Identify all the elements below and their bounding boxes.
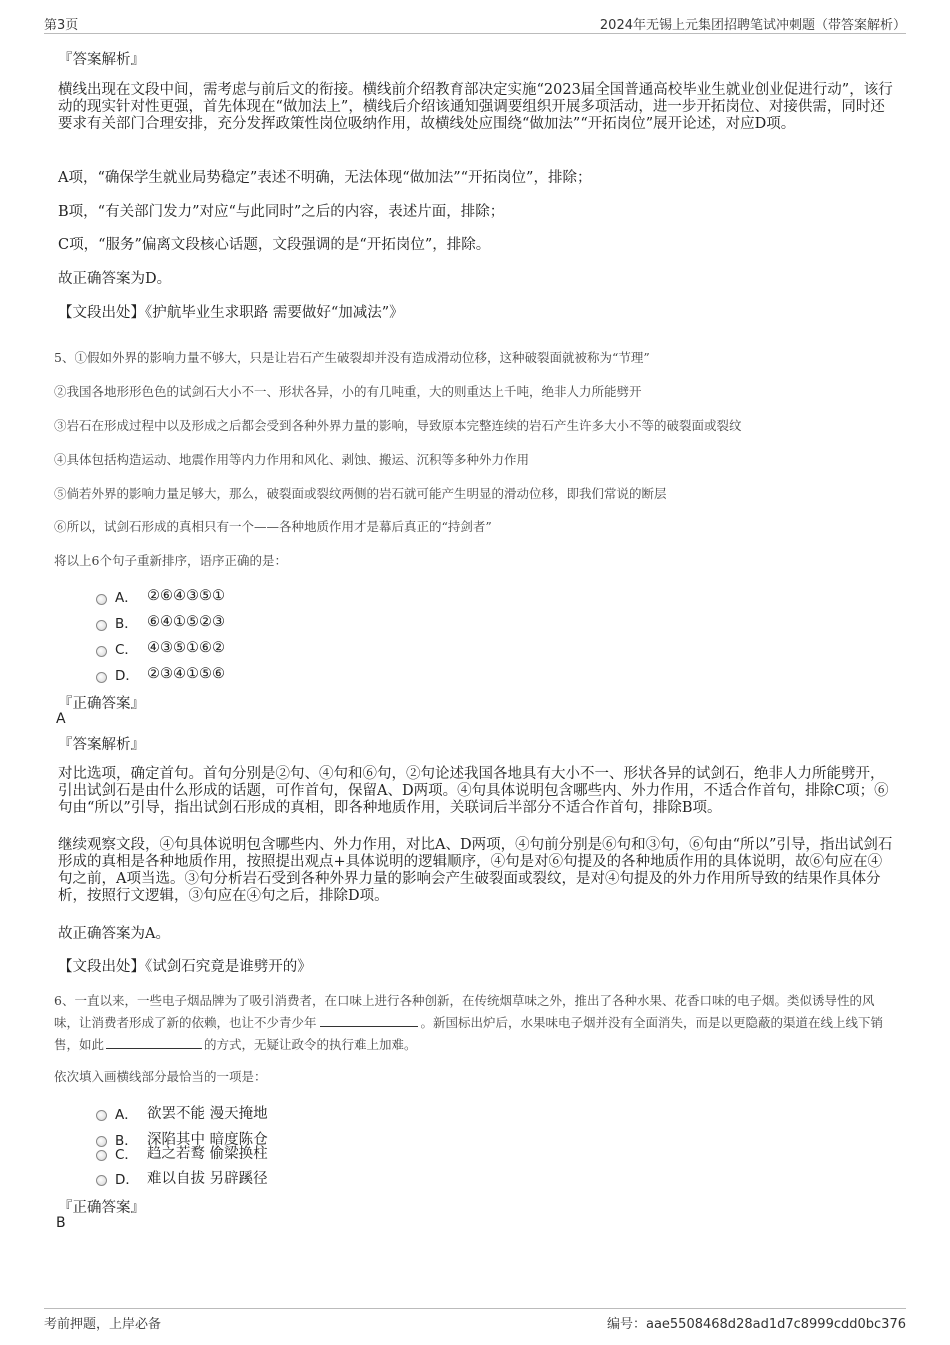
question-6-prompt: 依次填入画横线部分最恰当的一项是： [54, 1069, 267, 1084]
option-text: ⑥④①⑤②③ [147, 614, 225, 630]
stem-text-2: 。新国标出炉后，水果味电子烟并没有全面消失，而是以更隐蔽的渠道在线上线下销售，如此 [54, 1015, 884, 1052]
question-5-option-d[interactable] [96, 664, 225, 684]
question-5-sentence-3: ③岩石在形成过程中以及形成之后都会受到各种外界力量的影响，导致原本完整连续的岩石产生许多大小不等的破裂面或裂纹 [54, 418, 742, 433]
analysis-option-c: C项，“服务”偏离文段核心话题，文段强调的是“开拓岗位”，排除。 [58, 237, 491, 253]
question-5-option-c[interactable] [96, 638, 225, 658]
analysis-paragraph-1: 对比选项，确定首句。首句分别是②句、④句和⑥句，②句论述我国各地具有大小不一、形状各异的试剑石，绝非人力所能劈开，引出试剑石是由什么形成的话题，可作首句，保留A、D两项。④句具体说明包含哪些内、外力作用，不适合作首句，排除C项；⑥句由“所以”引导，指出试剑石形成的真相，即各种地质作用，关联词后半部分不适合作首句，排除B项。 [58, 766, 889, 816]
option-text: ④③⑤①⑥② [147, 640, 225, 656]
source-citation: 【文段出处】《试剑石究竟是谁劈开的》 [58, 959, 312, 975]
option-letter: B． [115, 1132, 138, 1149]
footer-slogan: 考前押题，上岸必备 [44, 1317, 162, 1332]
page-number: 第3页 [44, 18, 79, 33]
correct-answer: B [56, 1215, 66, 1231]
header-divider [44, 33, 906, 34]
option-letter: C． [115, 642, 138, 658]
option-letter: D． [115, 668, 139, 684]
question-6-option-d[interactable] [96, 1167, 268, 1188]
question-6-stem [54, 990, 894, 1056]
source-citation: 【文段出处】《护航毕业生求职路 需要做好“加减法”》 [58, 305, 404, 321]
answer-analysis-label: 『答案解析』 [58, 52, 145, 68]
conclusion: 故正确答案为A。 [58, 926, 170, 942]
option-letter: A． [115, 1106, 138, 1123]
option-letter: B． [115, 616, 138, 632]
radio-icon[interactable] [96, 646, 107, 657]
radio-icon[interactable] [96, 1150, 107, 1161]
question-6-option-c[interactable] [96, 1142, 268, 1163]
analysis-option-b: B项，“有关部门发力”对应“与此同时”之后的内容，表述片面，排除； [58, 204, 505, 220]
fill-blank-2 [106, 1036, 202, 1049]
radio-icon[interactable] [96, 1175, 107, 1186]
question-5-sentence-2: ②我国各地形形色色的试剑石大小不一、形状各异，小的有几吨重，大的则重达上千吨，绝非人力所能劈开 [54, 384, 642, 399]
option-letter: A． [115, 590, 138, 606]
question-5-option-b[interactable] [96, 612, 225, 632]
answer-analysis-label: 『答案解析』 [58, 737, 145, 753]
option-text: 深陷其中 暗度陈仓 [147, 1132, 268, 1148]
radio-icon[interactable] [96, 620, 107, 631]
document-code: 编号：aae5508468d28ad1d7c8999cdd0bc376 [606, 1317, 906, 1332]
analysis-paragraph: 横线出现在文段中间，需考虑与前后文的衔接。横线前介绍教育部决定实施“2023届全国普通高校毕业生就业创业促进行动”，该行动的现实针对性更强，首先体现在“做加法上”，横线后介绍该通知强调要组织开展多项活动，进一步开拓岗位、对接供需，同时还要求有关部门合理安排，充分发挥政策性岗位吸纳作用，故横线处应围绕“做加法”“开拓岗位”展开论述，对应D项。 [58, 82, 893, 132]
radio-icon[interactable] [96, 1110, 107, 1121]
radio-icon[interactable] [96, 594, 107, 605]
option-text: 难以自拔 另辟蹊径 [147, 1171, 268, 1187]
correct-answer: A [56, 711, 66, 727]
question-5-sentence-5: ⑤倘若外界的影响力量足够大，那么，破裂面或裂纹两侧的岩石就可能产生明显的滑动位移，即我们常说的断层 [54, 486, 667, 501]
radio-icon[interactable] [96, 672, 107, 683]
stem-text-1: 6、一直以来，一些电子烟品牌为了吸引消费者，在口味上进行各种创新，在传统烟草味之外，推出了各种水果、花香口味的电子烟。类似诱导性的风味，让消费者形成了新的依赖，也让不少青少年 [54, 993, 875, 1030]
correct-answer-label: 『正确答案』 [58, 1200, 145, 1216]
question-5-prompt: 将以上6个句子重新排序，语序正确的是： [54, 553, 287, 568]
stem-text-3: 的方式，无疑让政令的执行难上加难。 [204, 1037, 417, 1052]
option-text: ②⑥④③⑤① [147, 588, 225, 604]
question-5-option-a[interactable] [96, 586, 225, 606]
question-5-sentence-1: 5、①假如外界的影响力量不够大，只是让岩石产生破裂却并没有造成滑动位移，这种破裂面就被称为“节理” [54, 350, 650, 365]
question-5-sentence-6: ⑥所以，试剑石形成的真相只有一个——各种地质作用才是幕后真正的“持剑者” [54, 519, 492, 534]
footer-divider [44, 1308, 906, 1309]
option-text: 趋之若鹜 偷梁换柱 [147, 1146, 268, 1162]
analysis-option-a: A项，“确保学生就业局势稳定”表述不明确，无法体现“做加法”“开拓岗位”，排除； [58, 170, 592, 186]
option-text: ②③④①⑤⑥ [147, 666, 225, 682]
option-text: 欲罢不能 漫天掩地 [147, 1106, 268, 1122]
fill-blank-1 [320, 1014, 418, 1027]
analysis-paragraph-2: 继续观察文段，④句具体说明包含哪些内、外力作用，对比A、D两项，④句前分别是⑥句和③句，⑥句由“所以”引导，指出试剑石形成的真相是各种地质作用，按照提出观点+具体说明的逻辑顺序，④句是对⑥句提及的各种地质作用的具体说明，故⑥句应在④句之前，A项当选。③句分析岩石受到各种外界力量的影响会产生破裂面或裂纹，是对④句提及的外力作用所导致的结果作具体分析，按照行文逻辑，③句应在④句之后，排除D项。 [58, 837, 893, 904]
correct-answer-label: 『正确答案』 [58, 696, 145, 712]
conclusion: 故正确答案为D。 [58, 271, 172, 287]
option-letter: D． [115, 1171, 139, 1188]
question-6-option-a[interactable] [96, 1102, 268, 1123]
document-title: 2024年无锡上元集团招聘笔试冲刺题（带答案解析） [599, 18, 906, 33]
option-letter: C． [115, 1146, 138, 1163]
question-5-sentence-4: ④具体包括构造运动、地震作用等内力作用和风化、剥蚀、搬运、沉积等多种外力作用 [54, 452, 530, 467]
